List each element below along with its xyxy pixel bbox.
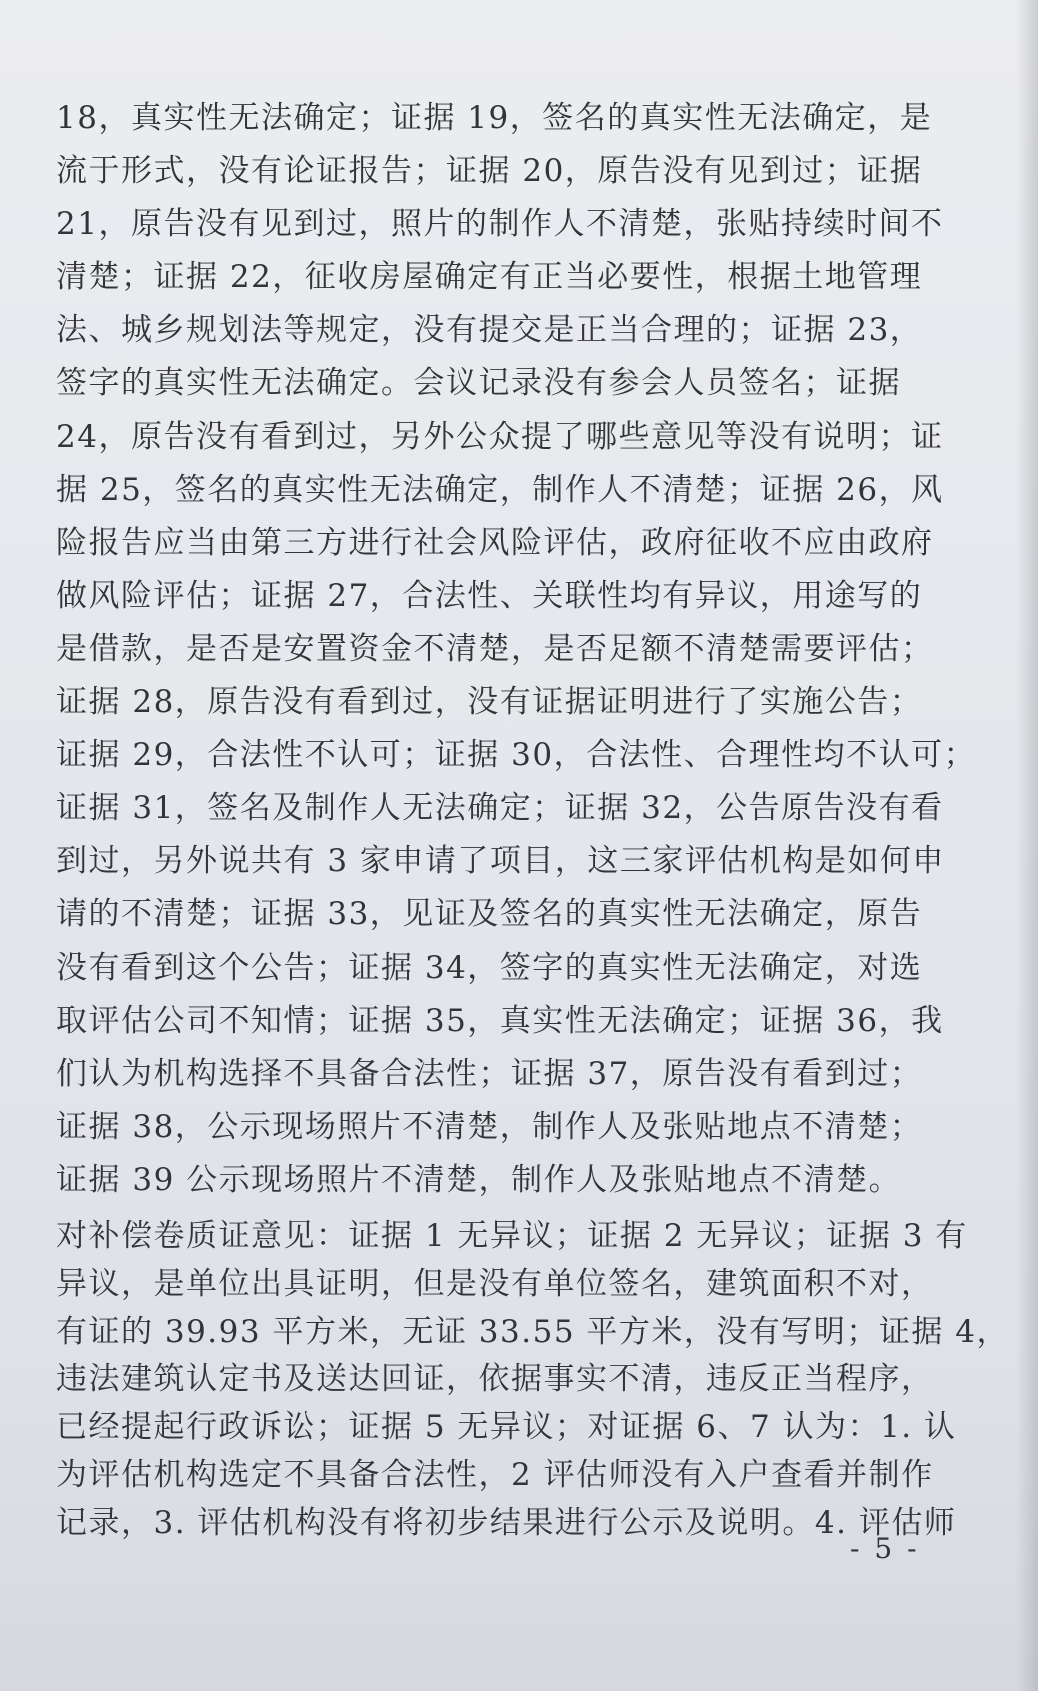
- text-line: 是借款，是否是安置资金不清楚，是否足额不清楚需要评估；: [56, 630, 934, 667]
- text-line: 们认为机构选择不具备合法性；证据 37，原告没有看到过；: [56, 1055, 923, 1092]
- text-line: 到过，另外说共有 3 家申请了项目，这三家评估机构是如何申: [56, 843, 945, 880]
- text-line: 已经提起行政诉讼；证据 5 无异议；对证据 6、7 认为：1. 认: [56, 1409, 957, 1446]
- text-line: 做风险评估；证据 27，合法性、关联性均有异议，用途写的: [56, 577, 923, 614]
- text-line: 对补偿卷质证意见：证据 1 无异议；证据 2 无异议；证据 3 有: [56, 1218, 968, 1254]
- text-line: 签字的真实性无法确定。会议记录没有参会人员签名；证据: [56, 365, 901, 402]
- text-line: 取评估公司不知情；证据 35，真实性无法确定；证据 36，我: [56, 1002, 944, 1039]
- page-edge-shadow: [1016, 0, 1038, 1691]
- text-line: 记录，3. 评估机构没有将初步结果进行公示及说明。4. 评估师: [56, 1504, 957, 1541]
- text-line: 证据 29，合法性不认可；证据 30，合法性、合理性均不认可；: [56, 737, 977, 774]
- text-line: 请的不清楚；证据 33，见证及签名的真实性无法确定，原告: [56, 896, 923, 933]
- text-line: 法、城乡规划法等规定，没有提交是正当合理的；证据 23，: [56, 312, 923, 349]
- text-line: 24，原告没有看到过，另外公众提了哪些意见等没有说明；证: [56, 418, 944, 455]
- paragraph-evidence-opinions: [56, 92, 977, 1207]
- text-line: 证据 31，签名及制作人无法确定；证据 32，公告原告没有看: [56, 790, 944, 827]
- text-line: 流于形式，没有论证报告；证据 20，原告没有见到过；证据: [56, 153, 923, 190]
- text-line: 据 25，签名的真实性无法确定，制作人不清楚；证据 26，风: [56, 471, 944, 508]
- text-line: 违法建筑认定书及送达回证，依据事实不清，违反正当程序，: [56, 1361, 934, 1398]
- text-line: 异议，是单位出具证明，但是没有单位签名，建筑面积不对，: [56, 1265, 934, 1302]
- text-line: 清楚；证据 22，征收房屋确定有正当必要性，根据土地管理: [56, 259, 923, 296]
- text-line: 险报告应当由第三方进行社会风险评估，政府征收不应由政府: [56, 524, 934, 561]
- text-line: 有证的 39.93 平方米，无证 33.55 平方米，没有写明；证据 4，: [56, 1313, 1009, 1350]
- text-line: 证据 39 公示现场照片不清楚，制作人及张贴地点不清楚。: [56, 1161, 902, 1198]
- page-number: - 5 -: [850, 1532, 920, 1565]
- text-line: 18，真实性无法确定；证据 19，签名的真实性无法确定，是: [56, 100, 933, 136]
- paragraph-compensation-opinions: [56, 1213, 1009, 1548]
- text-line: 证据 38，公示现场照片不清楚，制作人及张贴地点不清楚；: [56, 1108, 923, 1145]
- text-line: 没有看到这个公告；证据 34，签字的真实性无法确定，对选: [56, 949, 923, 986]
- text-line: 21，原告没有见到过，照片的制作人不清楚，张贴持续时间不: [56, 206, 944, 243]
- text-line: 为评估机构选定不具备合法性，2 评估师没有入户查看并制作: [56, 1456, 934, 1493]
- text-line: 证据 28，原告没有看到过，没有证据证明进行了实施公告；: [56, 684, 923, 721]
